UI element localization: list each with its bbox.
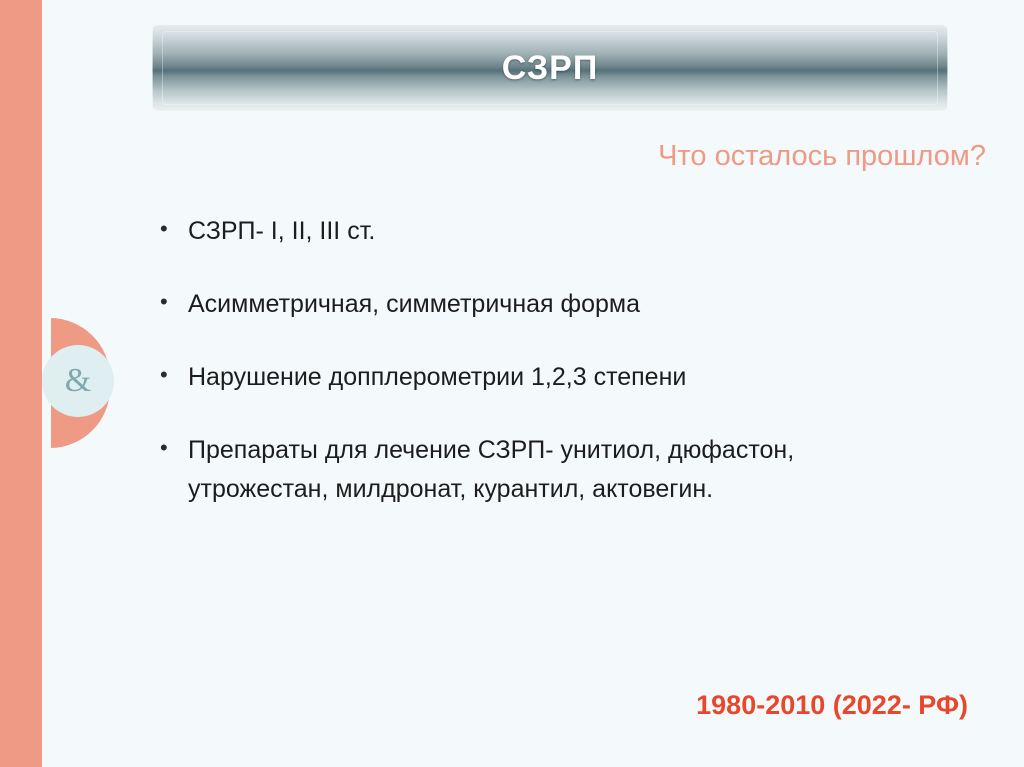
- emblem-icon: [42, 345, 114, 417]
- page-title: СЗРП: [501, 48, 599, 87]
- list-item-text: Препараты для лечение СЗРП- унитиол, дюфастон, утрожестан, милдронат, курантил, актовегин.: [188, 436, 795, 503]
- bullet-marker-icon: •: [160, 362, 168, 387]
- footer-note: 1980-2010 (2022- РФ): [696, 690, 968, 720]
- list-item-text: Нарушение допплерометрии 1,2,3 степени: [188, 363, 687, 391]
- list-item: [160, 285, 950, 324]
- bullet-marker-icon: •: [160, 435, 168, 460]
- bullet-list: [160, 212, 950, 543]
- list-item-text: Асимметричная, симметричная форма: [188, 290, 640, 318]
- list-item: [160, 358, 950, 397]
- bullet-marker-icon: •: [160, 289, 168, 314]
- list-item-text: СЗРП- I, II, III ст.: [188, 217, 376, 245]
- list-item: [160, 212, 950, 251]
- bullet-marker-icon: •: [160, 216, 168, 241]
- list-item: [160, 431, 950, 509]
- title-banner: [152, 24, 948, 112]
- emblem-glyph: &: [64, 362, 92, 399]
- slide-subtitle: Что осталось прошлом?: [658, 140, 986, 172]
